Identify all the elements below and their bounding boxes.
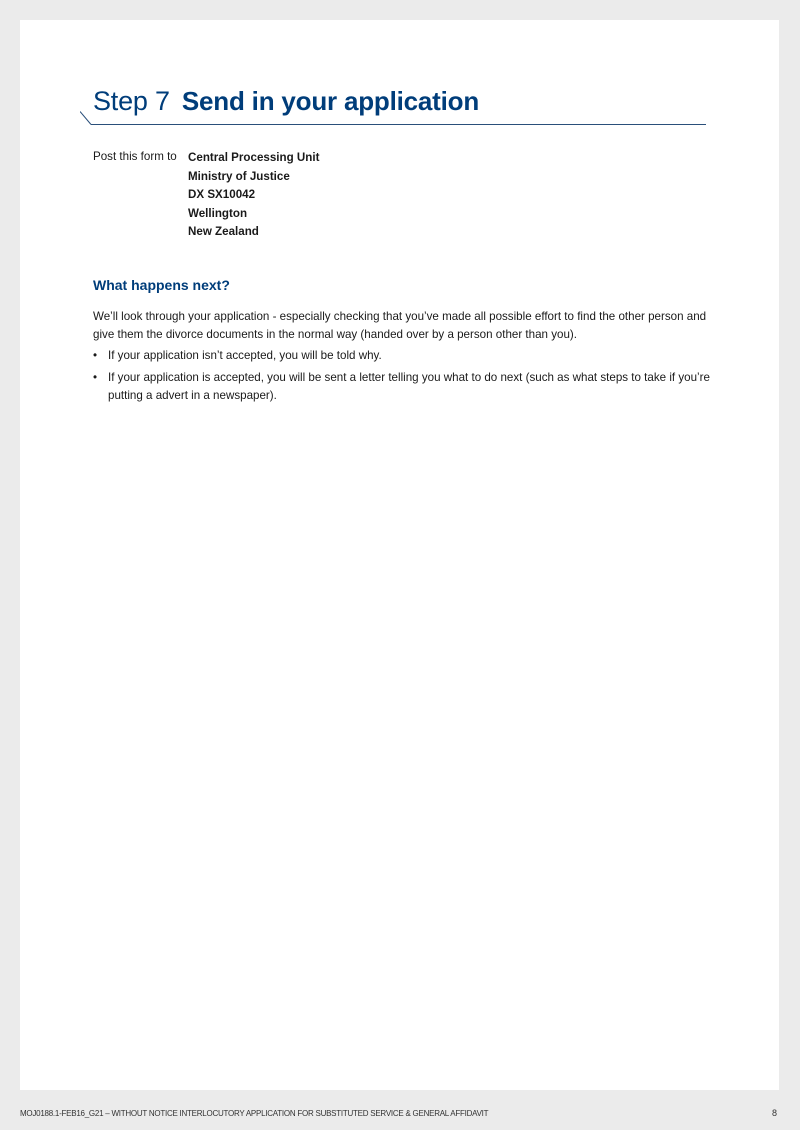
- footer-page-number: 8: [772, 1108, 778, 1118]
- footer-form-code: MOJ0188.1-FEB16_G21 – WITHOUT NOTICE INTERLOCUTORY APPLICATION FOR SUBSTITUTED SERVICE & GENERAL AFFIDAVIT: [20, 1109, 489, 1118]
- bullet-icon: •: [93, 349, 98, 362]
- step-number: Step 7: [93, 86, 170, 116]
- address-line: DX SX10042: [188, 188, 256, 201]
- post-label: Post this form to: [93, 150, 177, 163]
- list-item-text: If your application is accepted, you will be sent a letter telling you what to do next (such as what steps to take if you’re putting a advert in a newspaper).: [108, 371, 710, 402]
- address-line: Ministry of Justice: [188, 169, 290, 183]
- body-paragraph: We’ll look through your application - especially checking that you’ve made all possible effort to find the other person and give them the divorce documents in the normal way (handed over by a person other than you).: [93, 310, 707, 341]
- step-title: Send in your application: [181, 86, 479, 116]
- address-line: New Zealand: [188, 225, 259, 238]
- address-line: Wellington: [188, 206, 248, 220]
- heading-underline: [80, 111, 710, 127]
- section-heading-what-happens-next: What happens next?: [93, 277, 230, 293]
- postal-address: [188, 150, 319, 243]
- bullet-icon: •: [93, 371, 98, 384]
- list-item: [93, 369, 713, 405]
- list-item: [93, 347, 713, 365]
- outcome-list: [93, 347, 713, 409]
- document-page: [20, 20, 779, 1090]
- list-item-text: If your application isn’t accepted, you will be told why.: [108, 349, 382, 362]
- address-line: Central Processing Unit: [188, 151, 320, 164]
